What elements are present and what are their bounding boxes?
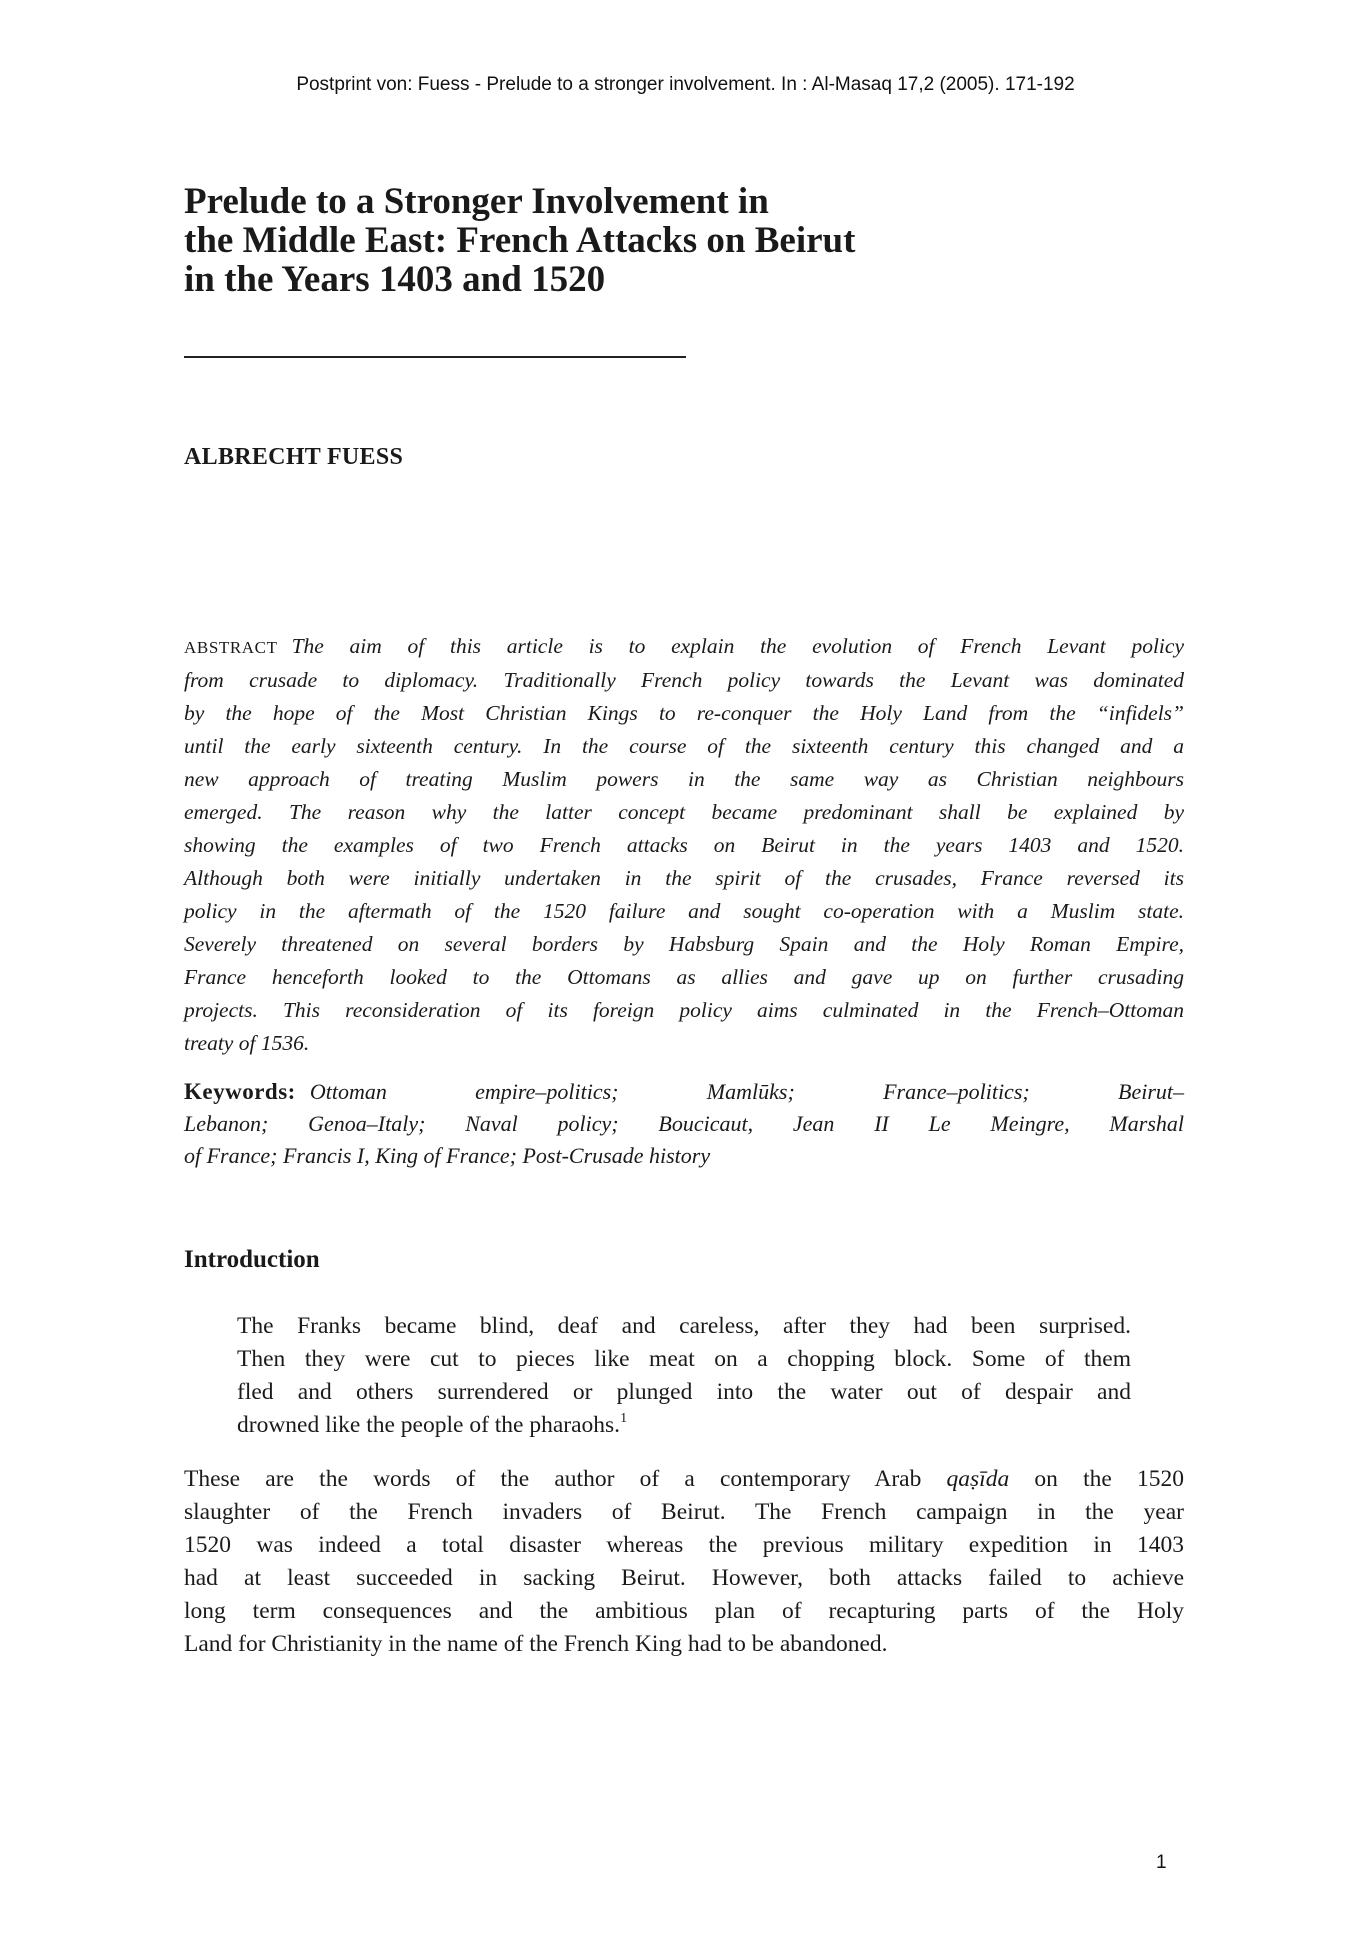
abstract-line: new approach of treating Muslim powers in the same way as Christian neighbours: [184, 767, 1184, 791]
abstract-line: France henceforth looked to the Ottomans as allies and gave up on further crusading: [184, 965, 1184, 989]
abstract-line: until the early sixteenth century. In the course of the sixteenth century this changed and a: [184, 734, 1184, 758]
body-line: slaughter of the French invaders of Beirut. The French campaign in the year: [184, 1499, 1184, 1525]
keywords-label: Keywords:: [184, 1079, 296, 1104]
author-name: ALBRECHT FUESS: [184, 444, 404, 470]
abstract: [184, 630, 1184, 1060]
section-heading-introduction: Introduction: [184, 1246, 320, 1273]
abstract-line: treaty of 1536.: [184, 1031, 310, 1055]
keywords-line: of France; Francis I, King of France; Post-Crusade history: [184, 1143, 711, 1168]
abstract-line: projects. This reconsideration of its foreign policy aims culminated in the French–Ottoman: [184, 998, 1184, 1022]
abstract-line: by the hope of the Most Christian Kings to re-conquer the Holy Land from the “infidels”: [184, 701, 1184, 725]
keywords-line: Lebanon; Genoa–Italy; Naval policy; Boucicaut, Jean II Le Meingre, Marshal: [184, 1111, 1184, 1136]
abstract-line: emerged. The reason why the latter concept became predominant shall be explained by: [184, 800, 1184, 824]
keywords: [184, 1076, 1184, 1172]
title-line: Prelude to a Stronger Involvement in: [184, 181, 769, 222]
quote-line: fled and others surrendered or plunged into the water out of despair and: [237, 1379, 1131, 1405]
abstract-label: ABSTRACT: [184, 638, 278, 657]
keywords-text: Ottoman empire–politics; Mamlūks; France–politics; Beirut–: [309, 1079, 1184, 1104]
block-quote: [237, 1310, 1131, 1442]
quote-line: Then they were cut to pieces like meat on a chopping block. Some of them: [237, 1346, 1131, 1372]
abstract-line: from crusade to diplomacy. Traditionally French policy towards the Levant was dominated: [184, 668, 1184, 692]
body-line: long term consequences and the ambitious plan of recapturing parts of the Holy: [184, 1598, 1184, 1624]
abstract-line: [184, 630, 1184, 664]
body-text: on the 1520: [1034, 1466, 1184, 1492]
abstract-line: Although both were initially undertaken in the spirit of the crusades, France reversed its: [184, 866, 1184, 890]
abstract-line: showing the examples of two French attacks on Beirut in the years 1403 and 1520.: [184, 833, 1184, 857]
postprint-citation: Postprint von: Fuess - Prelude to a stronger involvement. In : Al-Masaq 17,2 (2005). 171-192: [296, 74, 1075, 95]
abstract-text: The aim of this article is to explain the evolution of French Levant policy: [291, 634, 1184, 658]
body-text: These are the words of the author of a contemporary Arab: [184, 1466, 922, 1492]
body-paragraph: [184, 1463, 1184, 1661]
body-line: 1520 was indeed a total disaster whereas the previous military expedition in 1403: [184, 1532, 1184, 1558]
title-divider: [184, 356, 686, 358]
quote-line: [237, 1409, 1131, 1442]
title-line: the Middle East: French Attacks on Beirut: [184, 220, 856, 261]
quote-text: drowned like the people of the pharaohs.: [237, 1412, 621, 1438]
abstract-line: Severely threatened on several borders by Habsburg Spain and the Holy Roman Empire,: [184, 932, 1184, 956]
body-line: had at least succeeded in sacking Beirut. However, both attacks failed to achieve: [184, 1565, 1184, 1591]
quote-line: The Franks became blind, deaf and careless, after they had been surprised.: [237, 1313, 1131, 1339]
abstract-line: policy in the aftermath of the 1520 failure and sought co-operation with a Muslim state.: [184, 899, 1184, 923]
body-line: Land for Christianity in the name of the French King had to be abandoned.: [184, 1631, 888, 1657]
body-italic-term: qaṣīda: [946, 1466, 1010, 1492]
keywords-line: [184, 1076, 1184, 1108]
title-line: in the Years 1403 and 1520: [184, 259, 606, 300]
page-number: 1: [1156, 1852, 1167, 1873]
body-line: [184, 1463, 1184, 1496]
article-title: [184, 182, 1084, 299]
footnote-marker[interactable]: 1: [620, 1411, 628, 1426]
